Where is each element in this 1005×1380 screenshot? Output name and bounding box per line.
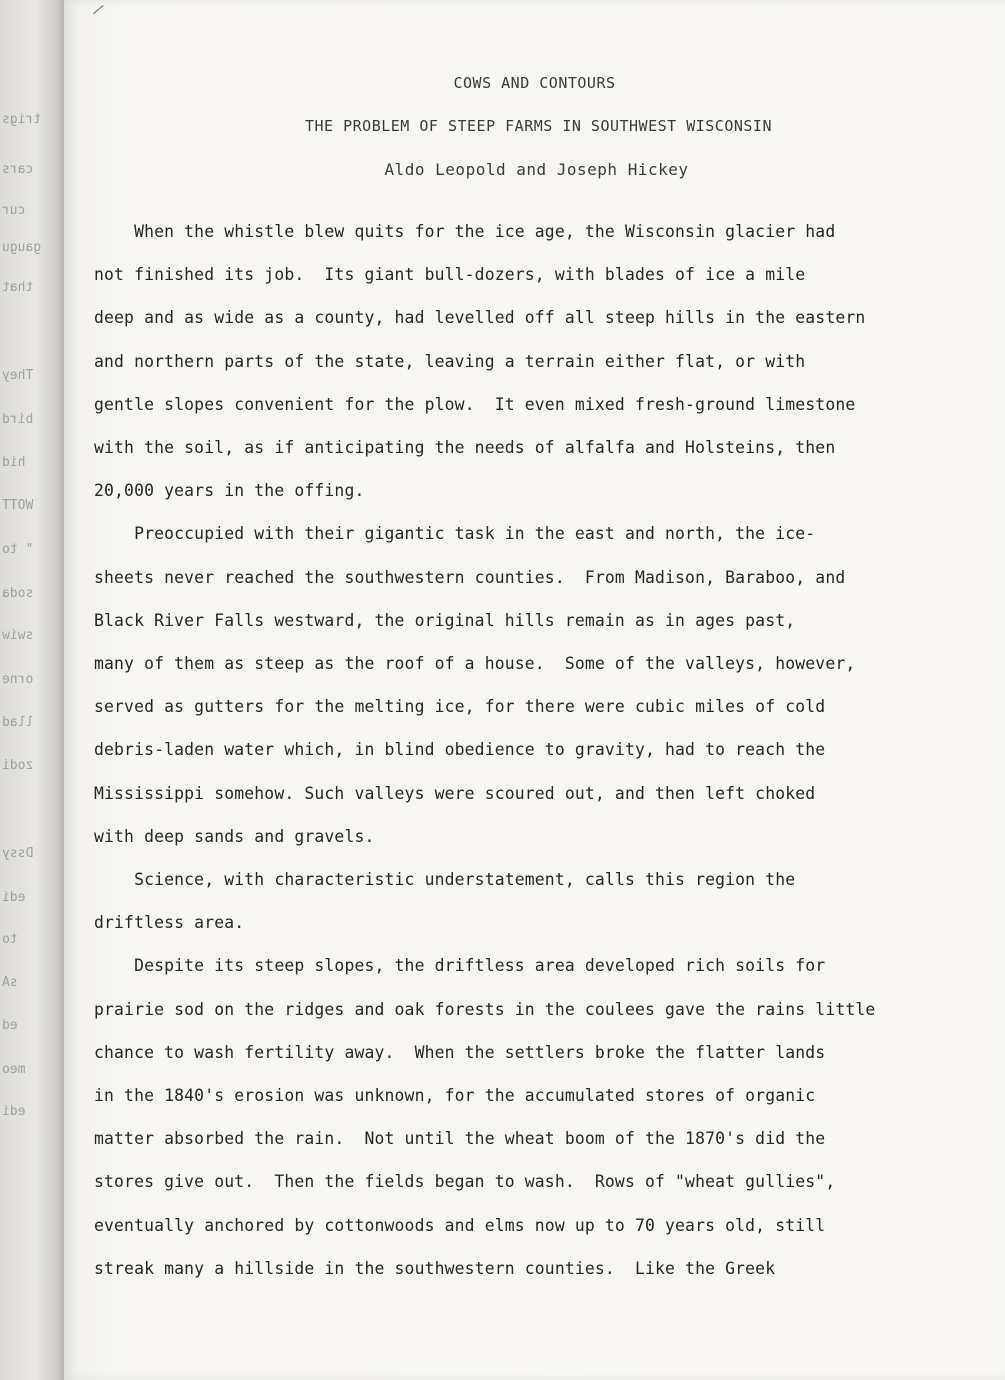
spine-text: swiw: [2, 628, 34, 643]
text-line: Black River Falls westward, the original hills remain as in ages past,: [94, 610, 796, 630]
spine-text: zodi: [2, 758, 34, 773]
text-line: debris-laden water which, in blind obedience to gravity, had to reach the: [94, 740, 826, 760]
spine-text: gaugu: [2, 240, 42, 255]
spine-text: cars: [2, 162, 34, 177]
text-line: driftless area.: [94, 913, 245, 933]
spine-text: cur: [2, 203, 26, 218]
page-subtitle: THE PROBLEM OF STEEP FARMS IN SOUTHWEST WISCONSIN: [304, 117, 772, 135]
text-line: chance to wash fertility away. When the settlers broke the flatter lands: [94, 1042, 826, 1062]
spine-text: bird: [2, 412, 34, 427]
pen-tick-mark: /: [91, 0, 106, 20]
spine-text: edi: [2, 890, 26, 905]
text-line: stores give out. Then the fields began to wash. Rows of "wheat gullies",: [94, 1172, 836, 1192]
text-line: Science, with characteristic understatement, calls this region the: [94, 870, 796, 889]
spine-text: llad: [2, 715, 34, 730]
text-line: prairie sod on the ridges and oak forests in the coulees gave the rains little: [94, 999, 876, 1019]
spine-text: edi: [2, 1104, 26, 1119]
spine-text: orne: [2, 672, 34, 687]
text-line: Despite its steep slopes, the driftless area developed rich soils for: [94, 956, 826, 976]
spine-text: hid: [2, 455, 26, 470]
spine-text: Dssy: [2, 846, 34, 861]
spine-text: to: [2, 932, 18, 947]
text-line: many of them as steep as the roof of a house. Some of the valleys, however,: [94, 654, 856, 673]
text-line: deep and as wide as a county, had levelled off all steep hills in the eastern: [94, 308, 866, 328]
text-line: sheets never reached the southwestern counties. From Madison, Baraboo, and: [94, 567, 846, 587]
spine-text: " to: [2, 542, 34, 557]
text-line: 20,000 years in the offing.: [94, 481, 365, 501]
text-line: streak many a hillside in the southwestern counties. Like the Greek: [94, 1258, 776, 1278]
text-line: When the whistle blew quits for the ice age, the Wisconsin glacier had: [94, 222, 836, 241]
text-line: matter absorbed the rain. Not until the wheat boom of the 1870's did the: [94, 1129, 826, 1149]
text-line: served as gutters for the melting ice, for there were cubic miles of cold: [94, 697, 826, 717]
text-line: with the soil, as if anticipating the needs of alfalfa and Holsteins, then: [94, 438, 836, 457]
adjacent-page-edge: [0, 0, 64, 1380]
spine-text: ed: [2, 1018, 18, 1033]
text-line: in the 1840's erosion was unknown, for the accumulated stores of organic: [94, 1086, 816, 1105]
text-line: not finished its job. Its giant bull-dozers, with blades of ice a mile: [94, 265, 806, 285]
spine-text: WOTT: [2, 498, 34, 513]
text-line: with deep sands and gravels.: [94, 826, 375, 846]
text-line: and northern parts of the state, leaving a terrain either flat, or with: [94, 351, 806, 371]
spine-text: meo: [2, 1062, 26, 1077]
spine-text: They: [2, 368, 34, 383]
typewritten-page: [64, 0, 1005, 1380]
spine-text: that: [2, 280, 34, 295]
spine-text: soda: [2, 586, 34, 601]
authors-line: Aldo Leopold and Joseph Hickey: [384, 160, 689, 179]
spine-text: trigs: [2, 112, 42, 127]
spine-text: sA: [2, 975, 18, 990]
text-line: Mississippi somehow. Such valleys were scoured out, and then left choked: [94, 783, 816, 803]
text-line: gentle slopes convenient for the plow. It even mixed fresh-ground limestone: [94, 394, 856, 414]
page-title: COWS AND CONTOURS: [453, 74, 616, 92]
text-line: Preoccupied with their gigantic task in the east and north, the ice-: [94, 524, 816, 544]
text-line: eventually anchored by cottonwoods and elms now up to 70 years old, still: [94, 1215, 826, 1235]
